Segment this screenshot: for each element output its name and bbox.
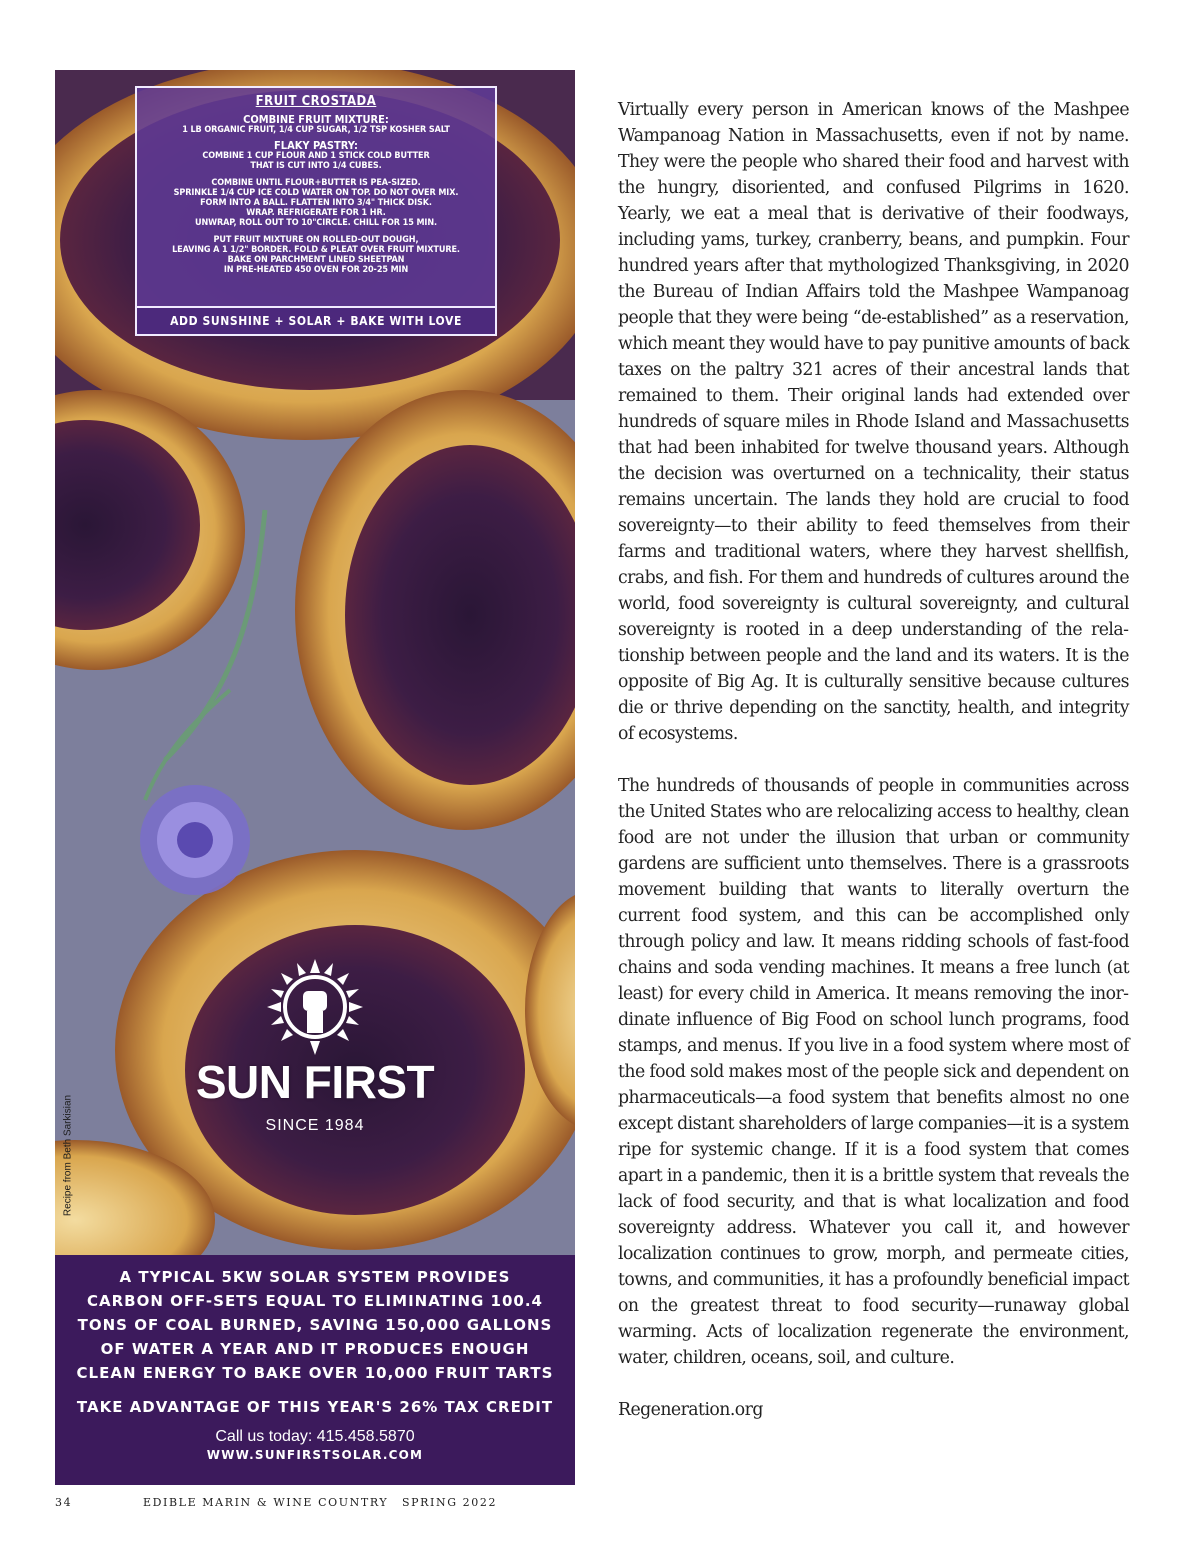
ad-stats-line: CLEAN ENERGY TO BAKE OVER 10,000 FRUIT TARTS [76, 1364, 554, 1382]
ad-info-panel [55, 1255, 575, 1485]
recipe-line: WRAP. REFRIGERATE FOR 1 HR. [246, 208, 386, 218]
ad-stats-line: OF WATER A YEAR AND IT PRODUCES ENOUGH [100, 1340, 530, 1358]
recipe-line: COMBINE 1 CUP FLOUR AND 1 STICK COLD BUTTER [202, 151, 430, 161]
recipe-line: UNWRAP, ROLL OUT TO 10"CIRCLE. CHILL FOR 15 MIN. [195, 218, 437, 228]
recipe-box [135, 86, 497, 336]
recipe-line: THAT IS CUT INTO 1/4 CUBES. [250, 161, 382, 171]
ad-stats-line: A TYPICAL 5KW SOLAR SYSTEM PROVIDES [119, 1268, 511, 1286]
recipe-line: LEAVING A 1 1/2" BORDER. FOLD & PLEAT OVER FRUIT MIXTURE. [172, 245, 460, 255]
logo-name: SUN FIRST [195, 1056, 435, 1108]
recipe-line: BAKE ON PARCHMENT LINED SHEETPAN [227, 255, 405, 265]
ad-website: WWW.SUNFIRSTSOLAR.COM [206, 1448, 424, 1462]
ad-stats-line: TONS OF COAL BURNED, SAVING 150,000 GALLONS [77, 1316, 553, 1334]
magazine-name: EDIBLE MARIN & WINE COUNTRY [143, 1496, 389, 1509]
article-body [618, 97, 1129, 1449]
logo-since: SINCE 1984 [265, 1117, 365, 1134]
recipe-fruit-heading: COMBINE FRUIT MIXTURE: [243, 113, 389, 126]
page-number: 34 [55, 1496, 73, 1509]
article-paragraph: The hundreds of thousands of people in communities across the United States who are relocalizing access to healthy, clean food are not under the illusion that urban or community gardens are sufficient unto themselves. There is a grassroots movement building that wants to literally overturn the current food system, and this can be accomplished only through policy and law. It means ridding schools of fast-food chains and soda vending machines. It means a free lunch (at least) for every child in America. It means removing the inordinate influence of Big Food on school lunch programs, food stamps, and menus. If you live in a food system where most of the food sold makes most of the people sick and dependent on pharmaceuticals—a food system that benefits almost no one except distant shareholders of large companies—it is a system ripe for systemic change. If it is a food system that comes apart in a pandemic, then it is a brittle system that reveals the lack of food security, and that is what localization and food sovereignty address. Whatever you call it, and however localization continues to grow, morph, and permeate cities, towns, and communities, it has a profoundly beneficial impact on the greatest threat to food security—runaway global warming. Acts of localization regenerate the environment, water, children, oceans, soil, and culture. [618, 776, 1129, 1368]
ad-stats-line: CARBON OFF-SETS EQUAL TO ELIMINATING 100.4 [87, 1292, 543, 1310]
recipe-line: PUT FRUIT MIXTURE ON ROLLED-OUT DOUGH, [213, 235, 419, 245]
recipe-pastry-heading: FLAKY PASTRY: [274, 139, 358, 152]
recipe-title: FRUIT CROSTADA [255, 94, 377, 109]
ad-stats [55, 1265, 575, 1385]
issue-date: SPRING 2022 [402, 1496, 498, 1509]
photo-credit: Recipe from Beth Sarkisian [62, 1094, 74, 1217]
sun-fist-icon [185, 955, 445, 1055]
article-paragraph: Virtually every person in American knows of the Mashpee Wampanoag Nation in Massachusetts, even if not by name. They were the people who shared their food and harvest with the hungry, disoriented, and confused Pilgrims in 1620. Yearly, we eat a meal that is derivative of their foodways, including yams, turkey, cranberry, beans, and pumpkin. Four hundred years after that mythologized Thanksgiving, in 2020 the Bureau of Indian Affairs told the Mashpee Wampanoag people that they were being “de-established” as a reservation, which meant they would have to pay punitive amounts of back taxes on the paltry 321 acres of their ancestral lands that remained to them. Their original lands had extended over hundreds of square miles in Rhode Island and Massachusetts that had been inhabited for twelve thousand years. Although the decision was overturned on a technicality, their status remains uncertain. The lands they hold are crucial to food sovereignty—to their ability to feed themselves from their farms and traditional waters, where they harvest shellfish, crabs, and fish. For them and hundreds of cultures around the world, food sovereignty is cultural sovereignty, and cultural sovereignty is rooted in a deep understanding of the relationship between people and the land and its waters. It is the opposite of Big Ag. It is culturally sensitive because cultures die or thrive depending on the sanctity, health, and integrity of ecosystems. [618, 100, 1129, 744]
recipe-line: COMBINE UNTIL FLOUR+BUTTER IS PEA-SIZED. [211, 178, 421, 188]
recipe-line: SPRINKLE 1/4 CUP ICE COLD WATER ON TOP. DO NOT OVER MIX. [173, 188, 459, 198]
article-source: Regeneration.org [618, 1400, 763, 1420]
recipe-line: FORM INTO A BALL. FLATTEN INTO 3/4" THICK DISK. [200, 198, 432, 208]
recipe-tagline: ADD SUNSHINE + SOLAR + BAKE WITH LOVE [137, 306, 495, 334]
recipe-line: IN PRE-HEATED 450 OVEN FOR 20-25 MIN [223, 265, 409, 275]
ad-tax-credit: TAKE ADVANTAGE OF THIS YEAR'S 26% TAX CREDIT [76, 1398, 554, 1416]
sun-first-logo [185, 955, 445, 1145]
ad-phone: Call us today: 415.458.5870 [215, 1428, 415, 1445]
sun-first-advertisement [55, 70, 575, 1485]
recipe-fruit-ingredients: 1 LB ORGANIC FRUIT, 1/4 CUP SUGAR, 1/2 TSP KOSHER SALT [182, 125, 450, 135]
